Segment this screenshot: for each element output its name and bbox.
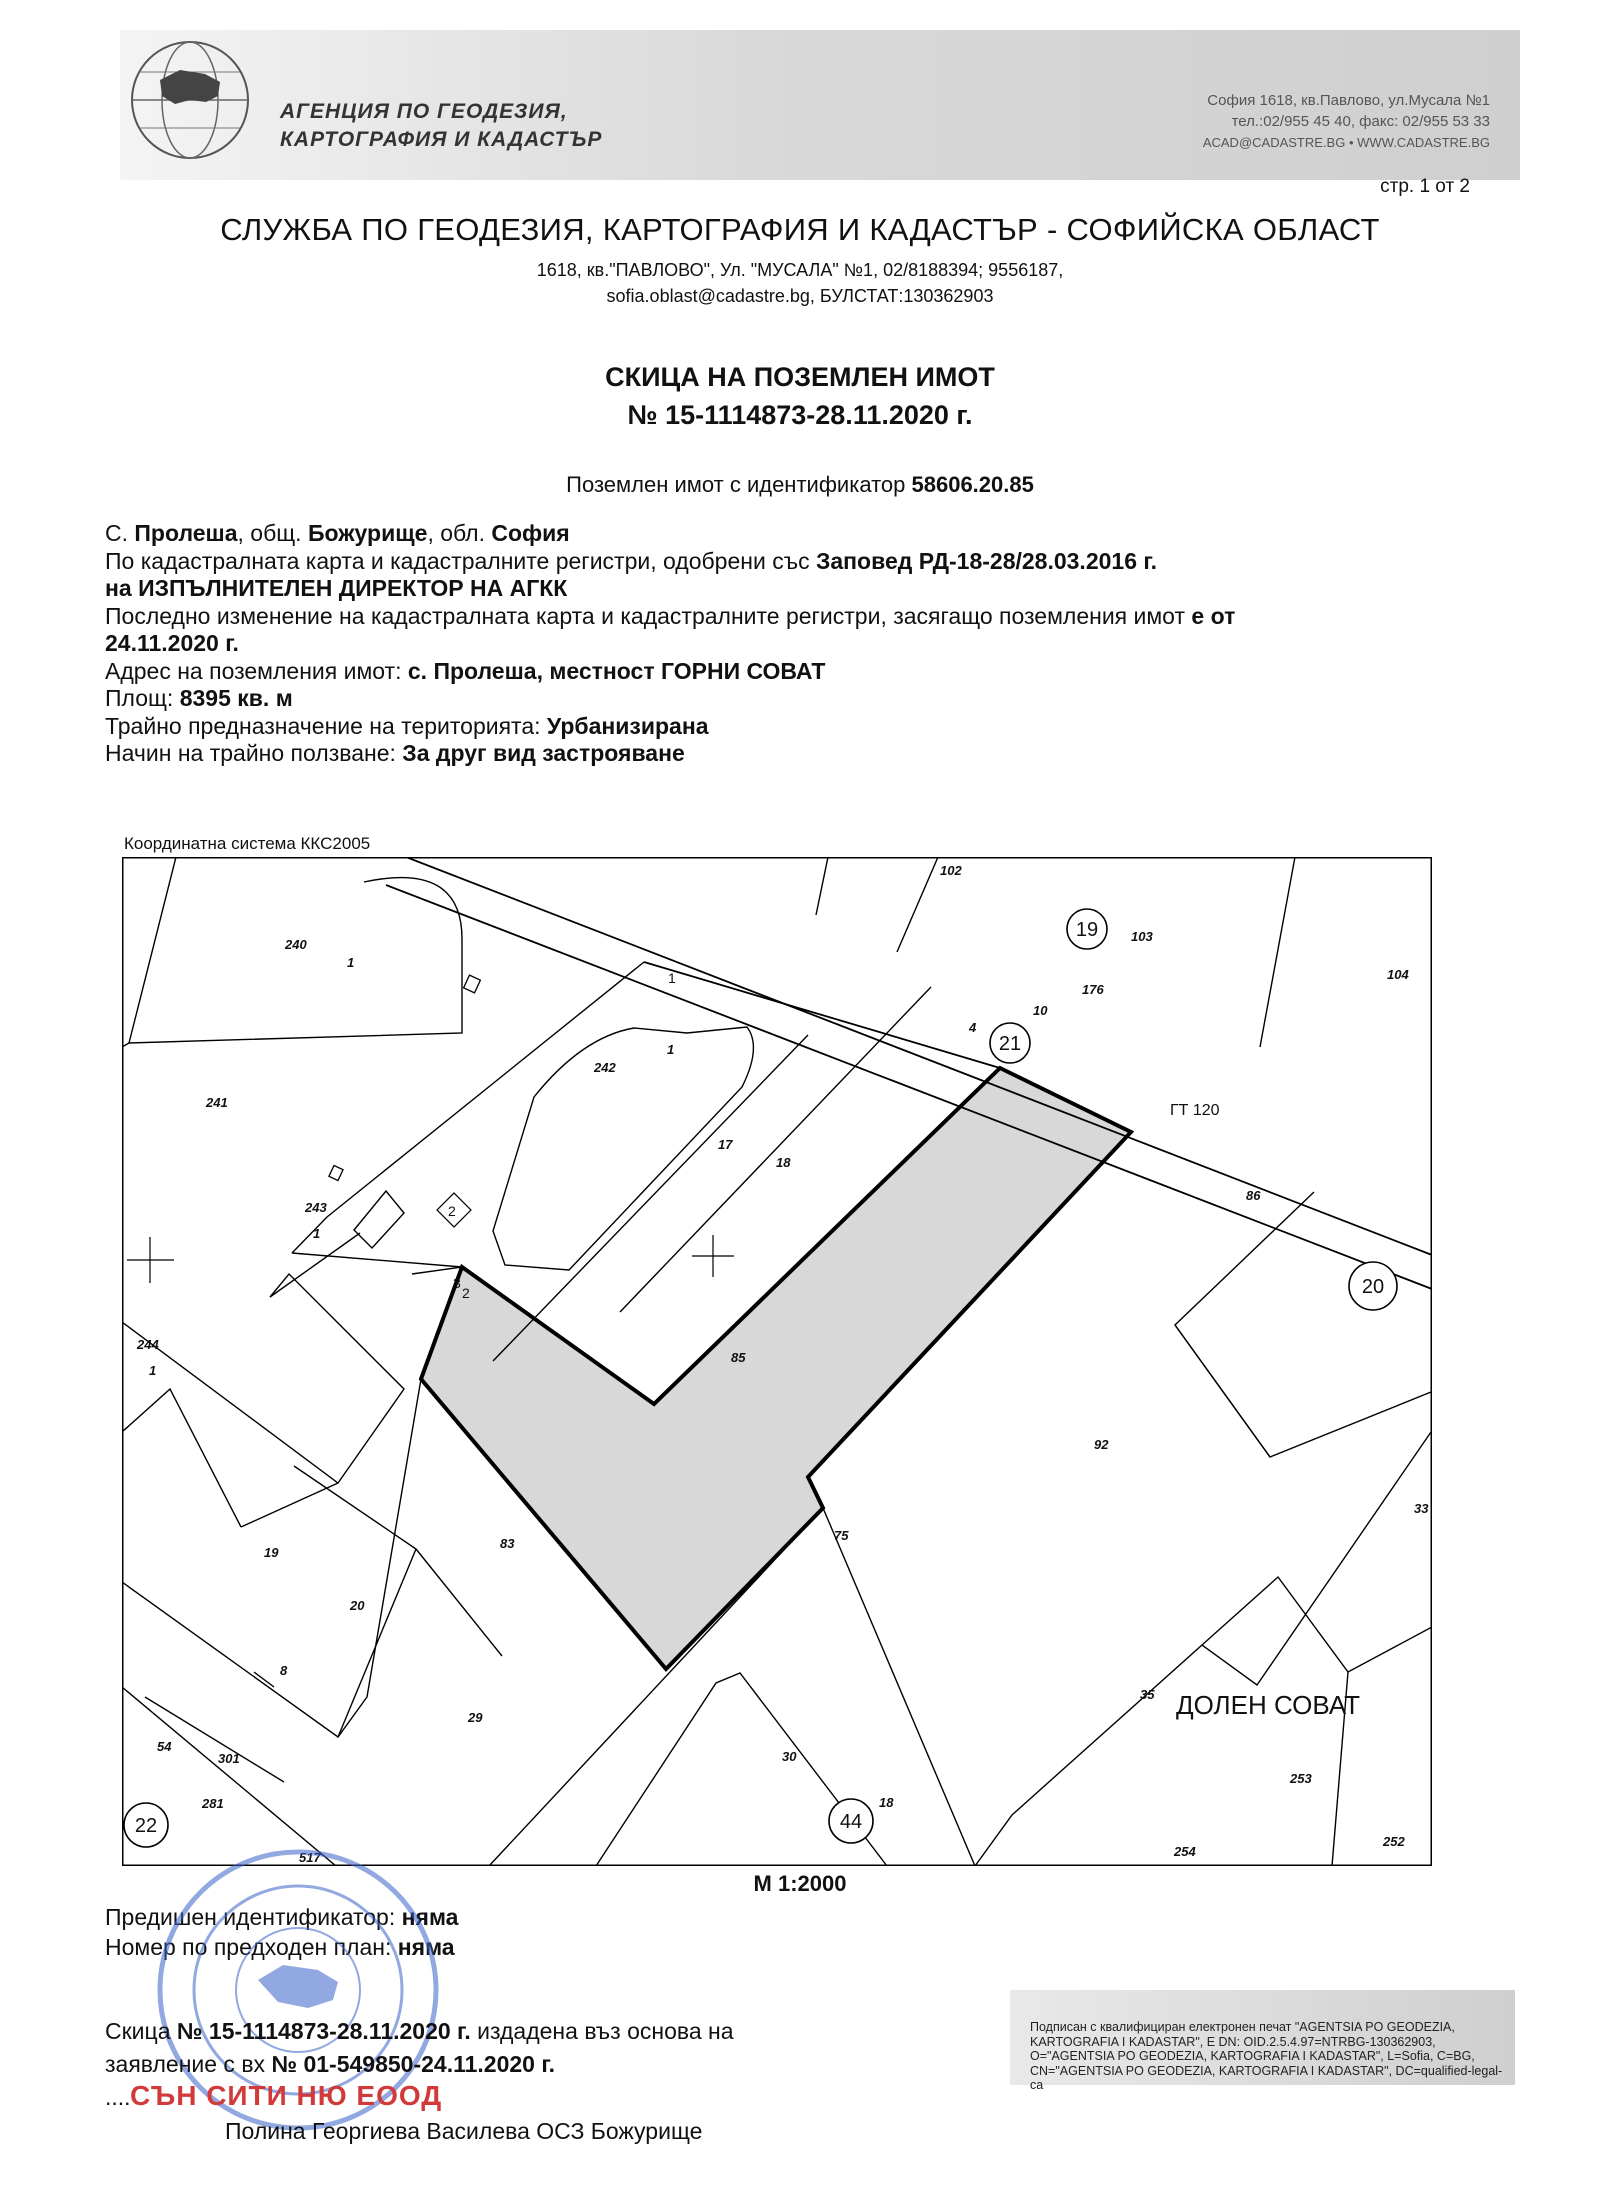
area-label: Площ: <box>105 685 174 711</box>
structure-label: 1 <box>668 970 676 986</box>
last-change-line <box>105 603 1505 631</box>
usage-value: За друг вид застрояване <box>402 740 685 766</box>
cadastral-map <box>122 857 1432 1866</box>
parcel-label: 253 <box>1290 1771 1312 1786</box>
parcel-label: 252 <box>1383 1834 1405 1849</box>
prev-id-label: Предишен идентификатор: <box>105 1904 396 1930</box>
approval-text: По кадастралната карта и кадастралните регистри, одобрени със <box>105 547 810 574</box>
parcel-label: 85 <box>731 1350 746 1365</box>
prev-plan-label: Номер по предходен план: <box>105 1934 392 1960</box>
document-number: № 15-1114873-28.11.2020 г. <box>627 400 973 430</box>
municipality-prefix: , общ. <box>237 520 302 546</box>
parcel-label: 8 <box>280 1663 288 1678</box>
sketch-issued-block <box>105 2015 734 2081</box>
electronic-signature: Подписан с квалифициран електронен печат "AGENTSIA PO GEODEZIA, KARTOGRAFIA I KADASTAR", E DN: OID.2.5.4.97=NTRBG-130362903, O="AGENTSIA PO GEODEZIA, KARTOGRAFIA I KADASTAR", L=Sofia, C=BG, CN="AGENTSIA PO GEODEZIA, KARTOGRAFIA I KADASTAR", DC=qualified-legal-ca <box>1030 2020 1503 2092</box>
parcel-label: 281 <box>202 1796 224 1811</box>
identifier-line <box>0 472 1600 498</box>
agency-name-line2: КАРТОГРАФИЯ И КАДАСТЪР <box>280 128 603 151</box>
parcel-label: 4 <box>969 1020 977 1035</box>
parcel-label: 243 <box>305 1200 327 1215</box>
dots: .... <box>105 2084 131 2110</box>
parcel-label: 10 <box>1033 1003 1048 1018</box>
address-line <box>105 658 1505 686</box>
approval-by: на ИЗПЪЛНИТЕЛЕН ДИРЕКТОР НА АГКК <box>105 575 568 601</box>
parcel-label: 86 <box>1246 1188 1261 1203</box>
agency-contact <box>1203 90 1490 153</box>
parcel-label: 35 <box>1140 1687 1155 1702</box>
area-line <box>105 685 1505 713</box>
parcel-label: 17 <box>718 1137 733 1152</box>
sketch-line <box>105 2015 734 2048</box>
issued-text: издадена въз основа на <box>477 2018 734 2044</box>
approval-order: Заповед РД-18-28/28.03.2016 г. <box>815 547 1158 574</box>
prev-plan-value: няма <box>397 1934 455 1960</box>
property-info <box>105 520 1505 768</box>
parcel-label: 92 <box>1094 1437 1109 1452</box>
village-prefix: С. <box>105 520 128 546</box>
agency-name <box>280 98 602 154</box>
parcel-label: 176 <box>1082 982 1104 997</box>
parcel-label: 301 <box>218 1751 240 1766</box>
service-email-bulstat: sofia.oblast@cadastre.bg, БУЛСТАТ:130362903 <box>606 286 994 306</box>
company-name: СЪН СИТИ НЮ ЕООД <box>130 2080 443 2111</box>
address-value: с. Пролеша, местност ГОРНИ СОВАТ <box>407 657 826 684</box>
service-name: СЛУЖБА ПО ГЕОДЕЗИЯ, КАРТОГРАФИЯ И КАДАСТЪР - СОФИЙСКА ОБЛАСТ <box>220 212 1380 247</box>
region: София <box>491 520 570 546</box>
purpose-line <box>105 713 1505 741</box>
map-scale: М 1:2000 <box>753 1871 847 1896</box>
structure-label: 2 <box>462 1285 470 1301</box>
parcel-label: 18 <box>776 1155 791 1170</box>
structure-label: 2 <box>448 1203 456 1219</box>
page-number: стр. 1 от 2 <box>1380 176 1470 197</box>
parcel-label: 18 <box>879 1795 894 1810</box>
contact-web: ACAD@CADASTRE.BG • WWW.CADASTRE.BG <box>1202 135 1490 150</box>
identifier-value: 58606.20.85 <box>911 472 1034 497</box>
address-label: Адрес на поземления имот: <box>105 657 402 684</box>
circle-19-label: 19 <box>1075 919 1099 941</box>
identifier-label: Поземлен имот с идентификатор <box>566 472 906 497</box>
prev-id-value: няма <box>401 1904 459 1930</box>
application-number: № 01-549850-24.11.2020 г. <box>271 2051 556 2077</box>
parcel-label: 242 <box>594 1060 616 1075</box>
parcel-label: 241 <box>206 1095 228 1110</box>
service-address-line: 1618, кв."ПАВЛОВО", Ул. "МУСАЛА" №1, 02/8188394; 9556187, <box>536 260 1064 280</box>
document-title <box>0 358 1600 434</box>
document-title-text: СКИЦА НА ПОЗЕМЛЕН ИМОТ <box>605 362 995 392</box>
last-change-text: Последно изменение на кадастралната карта и кадастралните регистри, засягащо поземления имот <box>105 602 1186 629</box>
parcel-label: 1 <box>313 1226 321 1241</box>
contact-address: София 1618, кв.Павлово, ул.Мусала №1 <box>1207 92 1490 109</box>
parcel-label: 54 <box>157 1739 172 1754</box>
parcel-label: 244 <box>137 1337 159 1352</box>
gt-label: ГТ 120 <box>1170 1102 1220 1119</box>
parcel-label: 1 <box>149 1363 157 1378</box>
parcel-label: 30 <box>782 1749 797 1764</box>
coordinate-system: Координатна система ККС2005 <box>124 834 371 853</box>
usage-label: Начин на трайно ползване: <box>105 740 396 766</box>
purpose-label: Трайно предназначение на територията: <box>105 712 541 739</box>
application-line <box>105 2048 734 2081</box>
approval-by-line <box>105 575 1505 603</box>
parcel-label: 19 <box>264 1545 279 1560</box>
purpose-value: Урбанизирана <box>546 712 709 739</box>
parcel-label: 29 <box>468 1710 483 1725</box>
contact-phone: тел.:02/955 45 40, факс: 02/955 53 33 <box>1231 113 1490 130</box>
agency-logo-icon <box>120 30 270 180</box>
region-prefix: , обл. <box>427 520 485 546</box>
agency-name-line1: АГЕНЦИЯ ПО ГЕОДЕЗИЯ, <box>280 100 568 123</box>
circle-20-label: 20 <box>1361 1276 1385 1298</box>
parcel-label: 33 <box>1414 1501 1429 1516</box>
sketch-label: Скица <box>105 2018 171 2044</box>
approval-line <box>105 548 1505 576</box>
parcel-label: 517 <box>299 1850 321 1865</box>
location-line <box>105 520 1505 548</box>
application-label: заявление с вх <box>105 2051 266 2077</box>
usage-line <box>105 740 1505 768</box>
parcel-label: 75 <box>834 1528 849 1543</box>
parcel-label: 1 <box>667 1042 675 1057</box>
parcel-label: 83 <box>500 1536 515 1551</box>
area-value: 8395 кв. м <box>179 685 293 711</box>
last-change-suffix: е от <box>1191 602 1236 629</box>
parcel-label: 102 <box>940 863 962 878</box>
locality-label: ДОЛЕН СОВАТ <box>1176 1690 1361 1720</box>
last-change-date-line <box>105 630 1505 658</box>
sketch-number: № 15-1114873-28.11.2020 г. <box>176 2018 471 2044</box>
structure-label: 3 <box>453 1275 461 1291</box>
service-address <box>0 257 1600 309</box>
parcel-label: 104 <box>1387 967 1409 982</box>
parcel-label: 240 <box>285 937 307 952</box>
parcel-label: 1 <box>347 955 355 970</box>
last-change-date: 24.11.2020 г. <box>105 630 239 656</box>
official-name: Полина Георгиева Василева ОСЗ Божурище <box>225 2118 703 2144</box>
village: Пролеша <box>134 520 238 546</box>
parcel-label: 103 <box>1131 929 1153 944</box>
parcel-label: 20 <box>350 1598 365 1613</box>
municipality: Божурище <box>307 520 428 546</box>
circle-44-label: 44 <box>839 1811 863 1833</box>
circle-22-label: 22 <box>134 1815 158 1837</box>
circle-21-label: 21 <box>998 1033 1022 1055</box>
parcel-label: 254 <box>1174 1844 1196 1859</box>
